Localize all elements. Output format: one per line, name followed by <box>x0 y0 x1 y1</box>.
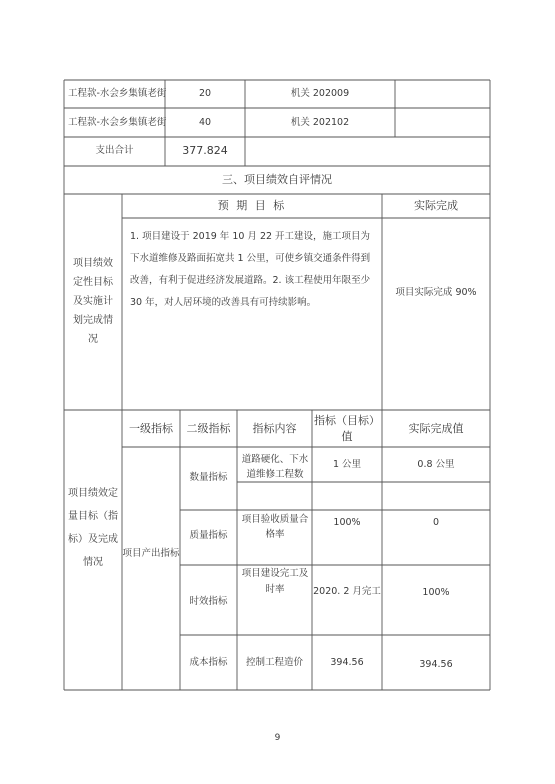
expense-total-value: 377.824 <box>182 144 228 157</box>
row-quantity-target: 1 公里 <box>332 459 362 470</box>
header-target-value: 指标（目标）值 <box>314 414 380 443</box>
expected-target-text: 1. 项目建设于 2019 年 10 月 22 开工建设，施工项目为下水道维修及路面拓宽共 1 公里，可使乡镇交通条件得到改善，有利于促进经济发展道路。2. 该工程使用年限至少 30 年，对人居环境的改善具有可持续影响。 <box>130 231 371 308</box>
expense-row-2-amount: 40 <box>198 117 212 128</box>
expense-row-1-doc: 机关 202009 <box>290 88 350 99</box>
row-quality-target: 100% <box>333 517 361 528</box>
quantitative-label: 项目绩效定量目标（指标）及完成情况 <box>68 488 118 568</box>
level1-output: 项目产出指标 <box>122 548 180 559</box>
expense-row-2-doc: 机关 202102 <box>290 117 350 128</box>
header-content: 指标内容 <box>252 422 297 435</box>
header-level2: 二级指标 <box>186 422 231 435</box>
row-quantity-actual: 0.8 公里 <box>417 459 455 470</box>
header-actual-value: 实际完成值 <box>408 422 464 435</box>
qualitative-label: 项目绩效定性目标及实施计划完成情况 <box>73 258 113 345</box>
section-title: 三、项目绩效自评情况 <box>222 173 332 186</box>
row-time-content: 项目建设完工及时率 <box>241 568 309 595</box>
row-quantity-level2: 数量指标 <box>189 472 228 483</box>
row-cost-actual: 394.56 <box>419 659 453 670</box>
expense-total-label: 支出合计 <box>95 145 134 156</box>
expense-row-2-item: 工程款-水会乡集镇老街 <box>68 117 167 128</box>
expense-row-1-item: 工程款-水会乡集镇老街 <box>68 88 167 99</box>
expected-target-header: 预 期 目 标 <box>217 199 287 212</box>
row-quantity-content: 道路硬化、下水道维修工程数 <box>241 454 309 480</box>
actual-completion-header: 实际完成 <box>414 199 458 212</box>
page-number: 9 <box>274 733 281 743</box>
row-quality-actual: 0 <box>432 517 440 528</box>
actual-completion-text: 项目实际完成 90% <box>395 287 477 298</box>
row-time-target: 2020. 2 月完工 <box>313 586 381 597</box>
row-time-actual: 100% <box>422 587 450 598</box>
row-quality-content: 项目验收质量合格率 <box>241 514 309 540</box>
row-time-level2: 时效指标 <box>189 596 228 607</box>
expense-row-1-amount: 20 <box>198 88 212 99</box>
row-cost-level2: 成本指标 <box>189 657 228 668</box>
header-level1: 一级指标 <box>129 422 173 435</box>
row-cost-target: 394.56 <box>330 657 364 668</box>
row-quality-level2: 质量指标 <box>189 530 228 541</box>
row-cost-content: 控制工程造价 <box>245 657 303 668</box>
